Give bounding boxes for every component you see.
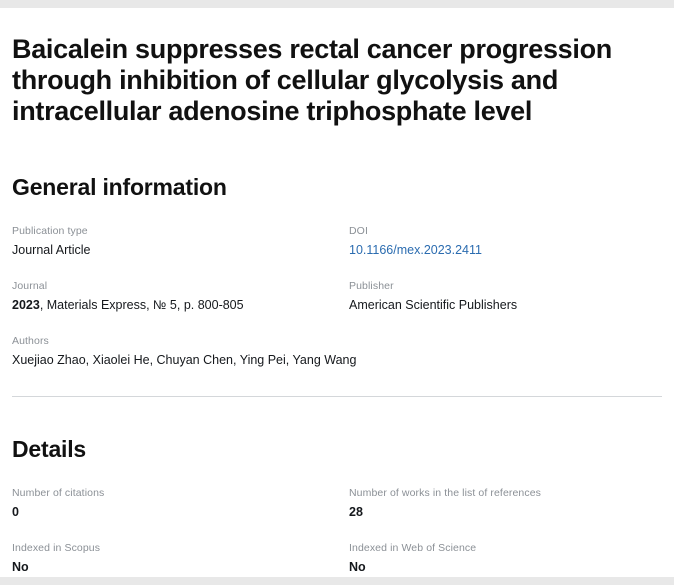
field-value: American Scientific Publishers xyxy=(349,298,518,312)
field-number-of-references xyxy=(349,487,662,521)
field-publication-type xyxy=(12,225,349,259)
details-grid xyxy=(12,463,662,576)
field-label: Number of works in the list of references xyxy=(349,487,542,499)
field-indexed-in-scopus xyxy=(12,542,349,576)
page-title: Baicalein suppresses rectal cancer progression through inhibition of cellular glycolysis and intracellular adenosine triphosphate level xyxy=(12,34,612,126)
field-doi xyxy=(349,225,662,259)
authors-list: Xuejiao Zhao, Xiaolei He, Chuyan Chen, Ying Pei, Yang Wang xyxy=(12,353,357,367)
section-heading-details: Details xyxy=(12,436,87,462)
field-label: DOI xyxy=(349,225,368,237)
field-number-of-citations xyxy=(12,487,349,521)
field-value: 0 xyxy=(12,505,19,519)
section-general-information xyxy=(12,174,662,369)
section-heading-general-information: General information xyxy=(12,174,227,200)
field-label: Number of citations xyxy=(12,487,105,499)
field-label: Journal xyxy=(12,280,48,292)
field-journal xyxy=(12,280,349,314)
field-authors xyxy=(12,335,662,369)
general-information-grid xyxy=(12,201,662,369)
field-indexed-in-web-of-science xyxy=(349,542,662,576)
field-value xyxy=(12,297,349,314)
section-details xyxy=(12,436,662,576)
document-page xyxy=(0,8,674,577)
journal-details: , Materials Express, № 5, p. 800-805 xyxy=(39,298,244,312)
field-value: No xyxy=(12,560,29,574)
field-label: Authors xyxy=(12,335,49,347)
section-divider xyxy=(12,396,662,397)
field-publisher xyxy=(349,280,662,314)
field-value: No xyxy=(349,560,366,574)
field-label: Publication type xyxy=(12,225,88,237)
journal-year: 2023 xyxy=(12,298,40,312)
field-value: 28 xyxy=(349,505,363,519)
field-label: Indexed in Web of Science xyxy=(349,542,477,554)
doi-link[interactable]: 10.1166/mex.2023.2411 xyxy=(349,243,482,257)
field-label: Indexed in Scopus xyxy=(12,542,101,554)
field-value: Journal Article xyxy=(12,243,91,257)
field-label: Publisher xyxy=(349,280,394,292)
